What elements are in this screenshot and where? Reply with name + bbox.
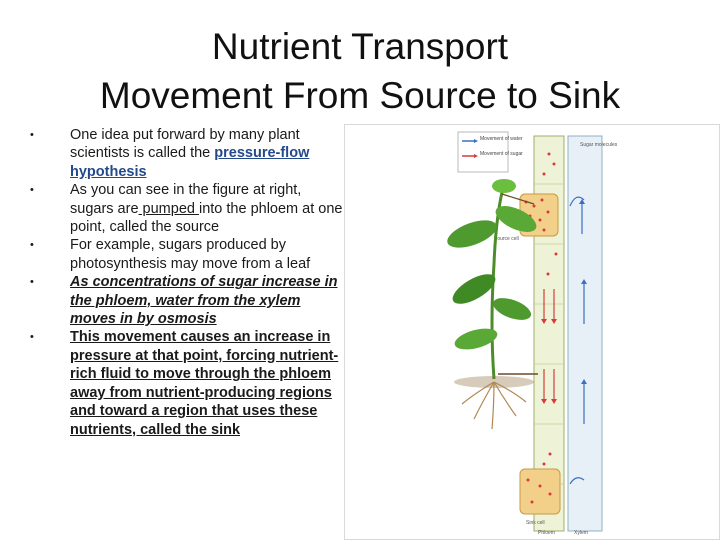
pressure-flow-link[interactable]: pressure-flow hypothesis <box>70 145 310 180</box>
phloem-label: Phloem <box>538 530 555 536</box>
bullet-text: One idea put forward by many plant scientists is called the <box>70 127 300 162</box>
bullet-dot: • <box>30 239 34 252</box>
bullet-text: This movement causes an increase in pressure at that point, forcing nutrient-rich fluid to move through the phloem away from nutrient-producing regions and toward a region that uses these nutrients, called the sink <box>70 329 339 438</box>
bullet-item <box>30 273 346 328</box>
bullet-text: As you can see in the figure at right, sugars are <box>70 182 302 217</box>
bullet-text: For example, sugars produced by photosynthesis may move from a leaf <box>70 237 311 272</box>
bullet-dot: • <box>30 184 34 197</box>
bullet-item <box>30 181 346 236</box>
title-line-1: Nutrient Transport <box>211 26 509 67</box>
figure-svg <box>344 124 720 540</box>
sink-cell <box>520 469 560 514</box>
title-line-2: Movement From Source to Sink <box>99 75 621 116</box>
bullet-dot: • <box>30 331 34 344</box>
slide-title <box>0 22 720 120</box>
xylem-label: Xylem <box>574 530 588 536</box>
bullet-text: As concentrations of sugar increase in the phloem, water from the xylem moves in by osmosis <box>70 274 338 328</box>
bullet-item <box>30 236 346 273</box>
bullet-list <box>30 126 346 439</box>
legend-sugar-label: Movement of sugar <box>480 151 523 157</box>
bullet-text: into the phloem at one point, called the source <box>70 200 343 236</box>
sugar-molecules-label: Sugar molecules <box>580 142 618 148</box>
source-sink-figure <box>344 124 720 540</box>
xylem-tube <box>568 136 602 531</box>
bullet-dot: • <box>30 129 34 141</box>
bullet-item <box>30 126 346 181</box>
bullet-item <box>30 328 346 438</box>
bullet-dot: • <box>30 276 34 289</box>
source-cell-label: Source cell <box>494 236 519 242</box>
legend-water-label: Movement of water <box>480 136 523 142</box>
sink-cell-label: Sink cell <box>526 520 545 526</box>
pumped-text: pumped <box>138 200 199 217</box>
